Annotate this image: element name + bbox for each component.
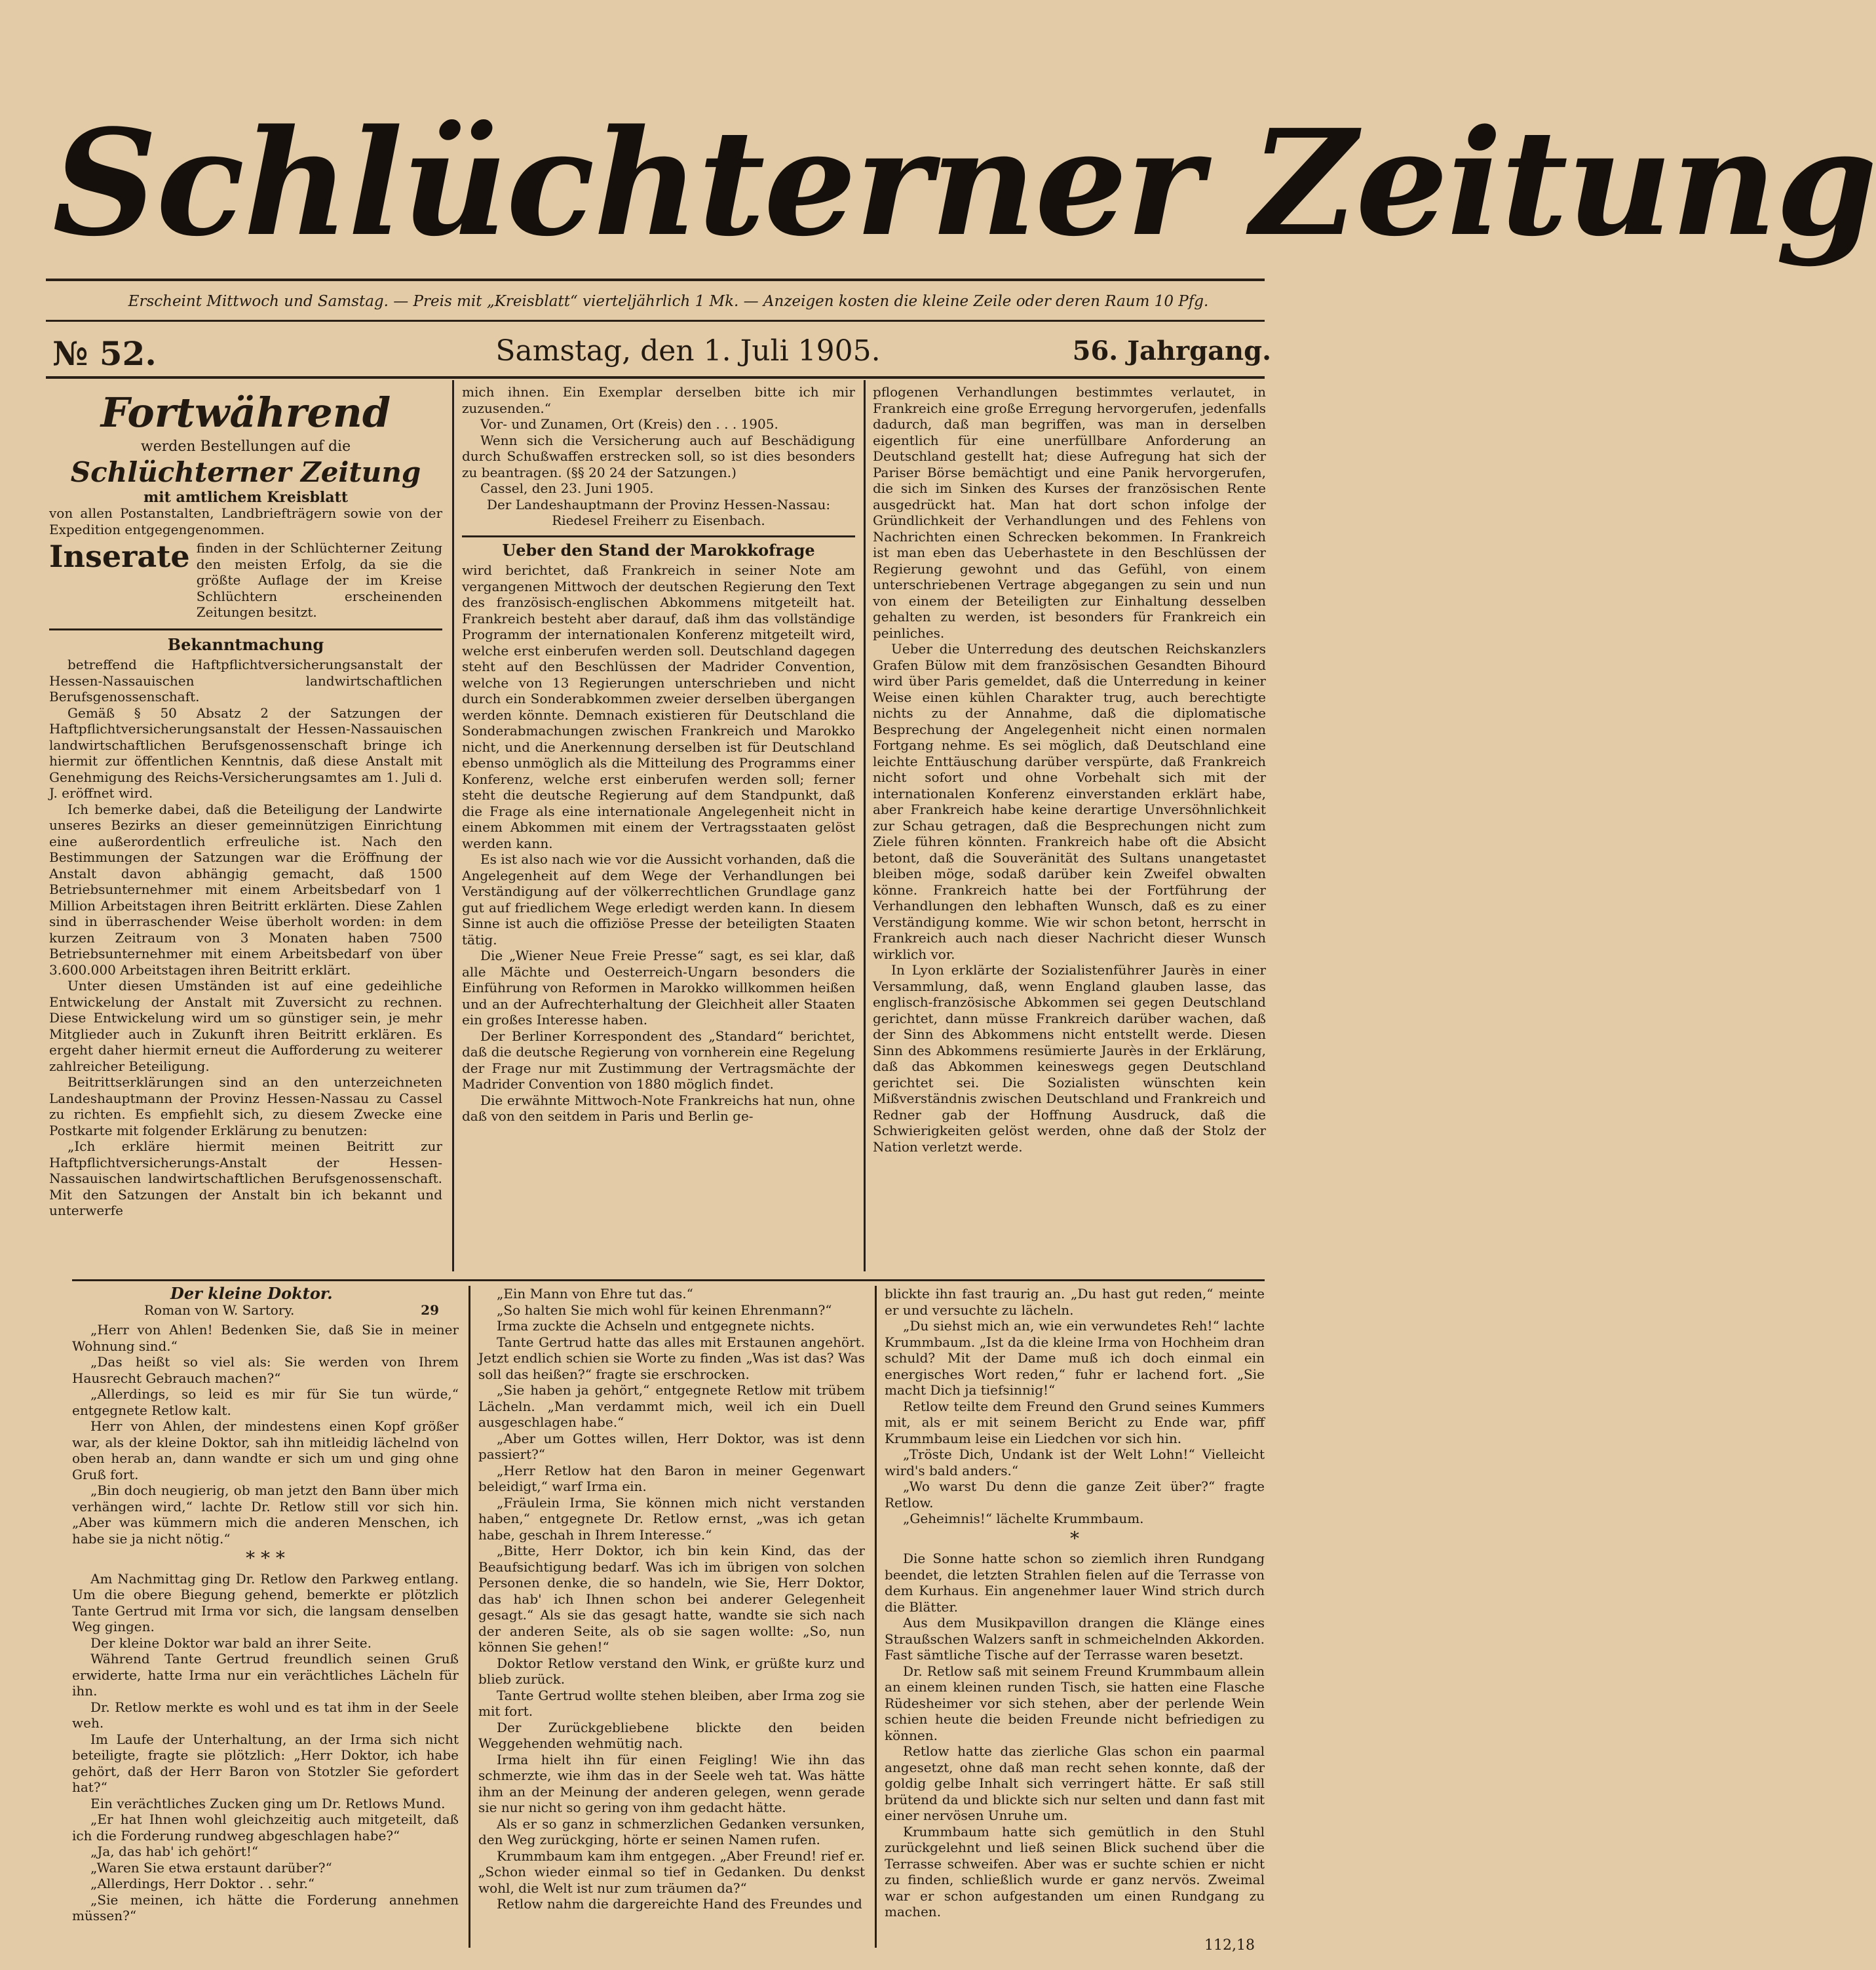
col2-divider xyxy=(462,535,855,537)
fc3-p0: blickte ihn fast traurig an. „Du hast gut reden,“ meinte er und versuchte zu lächeln. xyxy=(885,1286,1265,1318)
fc2-p6: „Herr Retlow hat den Baron in meiner Gegenwart beleidigt,“ warf Irma ein. xyxy=(478,1462,865,1494)
ad-paper-name: Schlüchterner Zeitung xyxy=(70,455,421,488)
fc1-p4: „Bin doch neugierig, ob man jetzt den Bann über mich verhängen wird,“ lachte Dr. Retlow still vor sich hin. „Aber was kümmern mich die anderen Menschen, ich habe sie ja nicht nötig.“ xyxy=(72,1482,459,1547)
marokko-heading: Ueber den Stand der Marokkofrage xyxy=(502,540,815,560)
fc1-p2: „Allerdings, so leid es mir für Sie tun würde,“ entgegnete Retlow kalt. xyxy=(72,1386,459,1418)
col-rule-2 xyxy=(864,380,866,1271)
inserate-word: Inserate xyxy=(49,539,190,574)
fc1-p10: Ein verächtliches Zucken ging um Dr. Retlows Mund. xyxy=(90,1795,446,1811)
fc1-p7: Während Tante Gertrud freundlich seinen Gruß erwiderte, hatte Irma nur ein verächtliches Lächeln für ihn. xyxy=(72,1651,459,1699)
col1-divider xyxy=(49,628,442,630)
fc2-p8: „Bitte, Herr Doktor, ich bin kein Kind, das der Beaufsichtigung bedarf. Was ich im übrigen von solchen Personen denke, die so handeln, wie Sie, Herr Doktor, das hab' ich Ihnen schon bei anderer Gelegenheit gesagt.“ Als sie das gesagt hatte, wandte sie sich nach der anderen Seite, als ob sie sagen wollte: „So, nun können Sie gehen!“ xyxy=(478,1543,865,1655)
fc1-p8: Dr. Retlow merkte es wohl und es tat ihm in der Seele weh. xyxy=(72,1699,459,1731)
fc3-p2: Retlow teilte dem Freund den Grund seines Kummers mit, als er mit seinem Bericht zu Ende war, pfiff Krummbaum leise ein Liedchen vor sich hin. xyxy=(885,1398,1265,1446)
feuilleton-title: Der kleine Doktor. xyxy=(170,1284,333,1303)
feuilleton-column-1 xyxy=(72,1286,459,1954)
fc1-p0: „Herr von Ahlen! Bedenken Sie, daß Sie in meiner Wohnung sind.“ xyxy=(72,1322,459,1354)
feuilleton-rule-2 xyxy=(875,1286,877,1948)
fc2-p1: „So halten Sie mich wohl für keinen Ehrenmann?“ xyxy=(497,1302,832,1318)
signature-line1: Der Landeshauptmann der Provinz Hessen-Nassau: xyxy=(486,496,831,512)
col2-p5: wird berichtet, daß Frankreich in seiner Note am vergangenen Mittwoch der deutschen Regierung den Text des französisch-englischen Abkommens mitgeteilt hat. Frankreich besteht aber darauf, daß ihm das vollständige Programm der internationalen Konferenz mitgeteilt wird, welche erst einberufen werden soll. Deutschland dagegen steht auf den Beschlüssen der Madrider Convention, welche von 13 Regierungen unterschrieben und nicht durch ein Sonderabkommen zweier derselben übergangen werden könnte. Demnach existieren für Deutschland die Sonderabmachungen zwischen Frankreich und Marokko nicht, und die Anerkennung derselben ist für Deutschland ebenso unmöglich als die Mitteilung des Programms einer Konferenz, welche erst einberufen werden soll; ferner steht die deutsche Regierung auf dem Standpunkt, daß die Frage als eine internationale Angelegenheit nicht in einem Abkommen mit einem der Vertragsstaaten gelöst werden kann. xyxy=(462,562,855,851)
ad-line2: mit amtlichem Kreisblatt xyxy=(144,488,348,506)
notice-p3: Ich bemerke dabei, daß die Beteiligung der Landwirte unseres Bezirks an dieser gemeinnützigen Einrichtung eine außerordentlich erfreuliche ist. Nach den Bestimmungen der Satzungen war die Eröffnung der Anstalt davon abhängig gemacht, daß 1500 Betriebsunternehmer mit einem Arbeitsbedarf von 1 Million Arbeitstagen ihren Beitritt erklärten. Diese Zahlen sind in überraschender Weise überholt worden: in dem kurzen Zeitraum von 3 Monaten haben 7500 Betriebsunternehmer mit einem Arbeitsbedarf von über 3.600.000 Arbeitstagen ihren Beitritt erklärt. xyxy=(49,801,442,978)
col2-p8: Der Berliner Korrespondent des „Standard“ berichtet, daß die deutsche Regierung von vornherein eine Regelung der Frage nur mit Zustimmung der Vertragsmächte der Madrider Convention von 1880 möglich findet. xyxy=(462,1028,855,1092)
col2-p2: Vor- und Zunamen, Ort (Kreis) den . . . 1905. xyxy=(480,416,778,432)
fc2-p10: Tante Gertrud wollte stehen bleiben, aber Irma zog sie mit fort. xyxy=(478,1687,865,1719)
fc1-p9: Im Laufe der Unterhaltung, an der Irma sich nicht beteiligte, fragte sie plötzlich: „Herr Doktor, ich habe gehört, daß der Herr Baron von Stotzler Sie gefordert hat?“ xyxy=(72,1731,459,1795)
info-line: Erscheint Mittwoch und Samstag. — Preis mit „Kreisblatt“ vierteljährlich 1 Mk. — Anzeigen kosten die kleine Zeile oder deren Raum 10 Pfg. xyxy=(128,293,1209,310)
col3-p2: Ueber die Unterredung des deutschen Reichskanzlers Grafen Bülow mit dem französischen Gesandten Bihourd wird über Paris gemeldet, daß die Unterredung in keiner Weise einen kühlen Charakter trug, auch berechtigte nichts zu der Annahme, daß die diplomatische Besprechung der Angelegenheit nicht einen normalen Fortgang nehme. Es sei möglich, daß Deutschland eine leichte Enttäuschung darüber verspürte, daß Frankreich nicht sofort und ohne Vorbehalt sich mit der internationalen Konferenz einverstanden erklärt habe, aber Frankreich habe keine derartige Unversöhnlichkeit zur Schau getragen, daß die Besprechungen nicht zum Ziele führen könnten. Frankreich habe oft die Absicht betont, daß die Souveränität des Sultans unangetastet bleiben möge, sodaß darüber kein Zweifel obwalten könne. Frankreich hatte bei der Fortführung der Verhandlungen den lebhaften Wunsch, daß es zu einer Verständigung komme. Wie wir schon betont, herrscht in Frankreich auch nach dieser Nachricht dieser Wunsch wirklich vor. xyxy=(873,641,1266,962)
fc1-p13: „Waren Sie etwa erstaunt darüber?“ xyxy=(90,1859,332,1876)
fc1-p12: „Ja, das hab' ich gehört!“ xyxy=(90,1844,259,1859)
fc1-p3: Herr von Ahlen, der mindestens einen Kopf größer war, als der kleine Doktor, sah ihn mitleidig lächelnd von oben herab an, dann wandte er sich um und ging ohne Gruß fort. xyxy=(72,1418,459,1482)
notice-heading: Bekanntmachung xyxy=(167,634,324,654)
col3-p1: pflogenen Verhandlungen bestimmtes verlautet, in Frankreich eine große Erregung hervorgerufen, jedenfalls dadurch, daß man begriffen, was man in derselben eigentlich für eine unerfüllbare Anforderung an Deutschland gestellt hat; diese Aufregung hat sich der Pariser Börse bemächtigt und eine Panik hervorgerufen, die sich im Sinken des Kurses der französischen Rente ausgedrückt hat. Man hat dort schon infolge der Gründlichkeit der Verhandlungen und des Fehlens von Nachrichten einen Schrecken bekommen. In Frankreich ist man eben das Ueberhastete in den Beschlüssen der Regierung gewohnt und das Gefühl, von einem unterschriebenen Vertrage abgegangen zu sein und nun von einem der Beteiligten zur Einhaltung desselben gehalten zu werden, ist besonders für Frankreich ein peinliches. xyxy=(873,384,1266,641)
fc1-p15: „Sie meinen, ich hätte die Forderung annehmen müssen?“ xyxy=(72,1891,459,1923)
feuilleton-end-mark: 112,18 xyxy=(1204,1937,1255,1954)
fc1-p14: „Allerdings, Herr Doktor . . sehr.“ xyxy=(90,1876,315,1891)
col2-p7: Die „Wiener Neue Freie Presse“ sagt, es sei klar, daß alle Mächte und Oesterreich-Ungarn besonders die Einführung von Reformen in Marokko willkommen heißen und an der Aufrechterhaltung der Gleichheit aller Staaten ein großes Interesse haben. xyxy=(462,948,855,1028)
fc2-p4: „Sie haben ja gehört,“ entgegnete Retlow mit trübem Lächeln. „Man verdammt mich, weil ich ein Duell ausgeschlagen habe.“ xyxy=(478,1382,865,1430)
masthead-rule-top xyxy=(46,279,1265,281)
fc3-p7: Aus dem Musikpavillon drangen die Klänge eines Straußschen Walzers sanft in schmeichelnden Akkorden. Fast sämtliche Tische auf der Terrasse waren besetzt. xyxy=(885,1615,1265,1663)
col2-p4: Cassel, den 23. Juni 1905. xyxy=(480,480,654,496)
asterism-2: * xyxy=(1070,1527,1079,1549)
issue-number: № 52. xyxy=(52,334,157,373)
notice-p4: Unter diesen Umständen ist auf eine gedeihliche Entwickelung der Anstalt mit Zuversicht zu rechnen. Diese Entwickelung wird um so günstiger sein, je mehr Mitglieder auch in Zukunft ihren Beitritt erklären. Es ergeht daher hiermit erneut die Aufforderung zu weiterer zahlreicher Beteiligung. xyxy=(49,978,442,1074)
ad-line1: werden Bestellungen auf die xyxy=(140,438,351,455)
col2-p6: Es ist also nach wie vor die Aussicht vorhanden, daß die Angelegenheit auf dem Wege der Verhandlungen bei Verständigung auf der völkerrechtlichen Grundlage ganz gut auf friedlichem Wege erledigt werden kann. In diesem Sinne ist auch die offiziöse Presse der beteiligten Staaten tätig. xyxy=(462,851,855,948)
ad-title: Fortwährend xyxy=(100,389,391,436)
fc3-p10: Krummbaum hatte sich gemütlich in den Stuhl zurückgelehnt und ließ seinen Blick suchend über die Terrasse schweifen. Aber was er suchte schien er nicht zu finden, schließlich wurde er ganz nervös. Zweimal war er schon aufgestanden um einen Rundgang zu machen. xyxy=(885,1823,1265,1920)
fc3-p8: Dr. Retlow saß mit seinem Freund Krummbaum allein an einem kleinen runden Tisch, sie hatten eine Flasche Rüdesheimer vor sich stehen, aber der perlende Wein schien heute die beiden Freunde nicht befriedigen zu können. xyxy=(885,1663,1265,1743)
fc2-p7: „Fräulein Irma, Sie können mich nicht verstanden haben,“ entgegnete Dr. Retlow ernst, „was ich getan habe, geschah in Ihrem Interesse.“ xyxy=(478,1494,865,1543)
fc3-p1: „Du siehst mich an, wie ein verwundetes Reh!“ lachte Krummbaum. „Ist da die kleine Irma von Hochheim dran schuld? Mit der Dame muß ich doch einmal ein energisches Wort reden,“ fuhr er lachend fort. „Sie macht Dich ja tiefsinnig!“ xyxy=(885,1318,1265,1398)
fc2-p12: Irma hielt ihn für einen Feigling! Wie ihn das schmerzte, wie ihm das in der Seele weh tat. Was hätte ihm an der Meinung der anderen gelegen, wenn gerade sie nur nicht so gering von ihm gedacht hätte. xyxy=(478,1751,865,1815)
masthead-title: Schlüchterner Zeitung xyxy=(52,98,1876,269)
fc1-p11: „Er hat Ihnen wohl gleichzeitig auch mitgeteilt, daß ich die Forderung rundweg abgeschlagen habe?“ xyxy=(72,1811,459,1844)
signature-line2: Riedesel Freiherr zu Eisenbach. xyxy=(552,512,765,528)
fc2-p5: „Aber um Gottes willen, Herr Doktor, was ist denn passiert?“ xyxy=(478,1430,865,1462)
fc3-p6: Die Sonne hatte schon so ziemlich ihren Rundgang beendet, die letzten Strahlen fielen auf die Terrasse von dem Kurhaus. Ein angenehmer lauer Wind strich durch die Blätter. xyxy=(885,1551,1265,1615)
fc2-p14: Krummbaum kam ihm entgegen. „Aber Freund! rief er. „Schon wieder einmal so tief in Gedanken. Du denkst wohl, die Welt ist nur zum träumen da?“ xyxy=(478,1847,865,1896)
fc2-p9: Doktor Retlow verstand den Wink, er grüßte kurz und blieb zurück. xyxy=(478,1655,865,1687)
column-2 xyxy=(462,384,855,1271)
fc2-p0: „Ein Mann von Ehre tut das.“ xyxy=(497,1286,693,1302)
col-rule-1 xyxy=(452,380,454,1271)
volume: 56. Jahrgang. xyxy=(1072,336,1271,366)
info-rule xyxy=(46,320,1265,322)
fc3-p4: „Wo warst Du denn die ganze Zeit über?“ fragte Retlow. xyxy=(885,1478,1265,1511)
col3-p3: In Lyon erklärte der Sozialistenführer Jaurès in einer Versammlung, daß, wenn England glauben lasse, das englisch-französische Abkommen sei gegen Deutschland gerichtet, dann müsse Frankreich darüber wachen, daß der Sinn des Abkommens nicht entstellt werde. Diesen Sinn des Abkommens resümierte Jaurès in der Erklärung, daß das Abkommen keineswegs gegen Deutschland gerichtet sei. Die Sozialisten wünschten kein Mißverständnis zwischen Deutschland und Frankreich und Redner gab der Hoffnung Ausdruck, daß die Schwierigkeiten gelöst werden, ohne daß der Stolz der Nation verletzt werde. xyxy=(873,962,1266,1155)
feuilleton-rule-1 xyxy=(469,1286,470,1948)
notice-p6: „Ich erkläre hiermit meinen Beitritt zur Haftpflichtversicherungs-Anstalt der Hessen-Nassauischen landwirtschaftlichen Berufsgenossenschaft. Mit den Satzungen der Anstalt bin ich bekannt und unterwerfe xyxy=(49,1138,442,1218)
col2-p1: mich ihnen. Ein Exemplar derselben bitte ich mir zuzusenden.“ xyxy=(462,384,855,416)
fc3-p5: „Geheimnis!“ lächelte Krummbaum. xyxy=(903,1511,1144,1526)
fc1-p1: „Das heißt so viel als: Sie werden von Ihrem Hausrecht Gebrauch machen?“ xyxy=(72,1354,459,1386)
issue-rule xyxy=(46,376,1265,379)
feuilleton-number: 29 xyxy=(421,1302,439,1318)
fc2-p15: Retlow nahm die dargereichte Hand des Freundes und xyxy=(497,1896,862,1912)
col2-p3: Wenn sich die Versicherung auch auf Beschädigung durch Schußwaffen erstrecken soll, so ist dies besonders zu beantragen. (§§ 20 24 der Satzungen.) xyxy=(462,432,855,480)
column-3 xyxy=(873,384,1266,1271)
asterism: * * * xyxy=(246,1547,285,1569)
issue-date: Samstag, den 1. Juli 1905. xyxy=(495,334,881,368)
notice-p5: Beitrittserklärungen sind an den unterzeichneten Landeshauptmann der Provinz Hessen-Nassau zu Cassel zu richten. Es empfiehlt sich, zu diesem Zwecke eine Postkarte mit folgender Erklärung zu benutzen: xyxy=(49,1074,442,1138)
ad-line3: von allen Postanstalten, Landbriefträgern sowie von der Expedition entgegengenommen. xyxy=(49,505,442,537)
feuilleton-rule xyxy=(72,1279,1265,1281)
fc2-p11: Der Zurückgebliebene blickte den beiden Weggehenden wehmütig nach. xyxy=(478,1719,865,1751)
feuilleton-column-2 xyxy=(478,1286,865,1954)
fc3-p9: Retlow hatte das zierliche Glas schon ein paarmal angesetzt, ohne daß man recht sehen konnte, daß der goldig gelbe Inhalt sich verringert hätte. Er saß still brütend da und blickte sich nur selten und dann fast mit einer nervösen Unruhe um. xyxy=(885,1743,1265,1823)
column-1 xyxy=(49,387,442,1271)
fc1-p5: Am Nachmittag ging Dr. Retlow den Parkweg entlang. Um die obere Biegung gehend, bemerkte er plötzlich Tante Gertrud mit Irma vor sich, die langsam denselben Weg gingen. xyxy=(72,1570,459,1634)
col2-p9: Die erwähnte Mittwoch-Note Frankreichs hat nun, ohne daß von den seitdem in Paris und Berlin ge- xyxy=(462,1092,855,1124)
notice-p1: betreffend die Haftpflichtversicherungsanstalt der Hessen-Nassauischen landwirtschaftlichen Berufsgenossenschaft. xyxy=(49,657,442,705)
fc2-p13: Als er so ganz in schmerzlichen Gedanken versunken, den Weg zurückging, hörte er seinen Namen rufen. xyxy=(478,1815,865,1847)
fc2-p3: Tante Gertrud hatte das alles mit Erstaunen angehört. Jetzt endlich schien sie Worte zu finden „Was ist das? Was soll das heißen?“ fragte sie erschrocken. xyxy=(478,1334,865,1382)
fc3-p3: „Tröste Dich, Undank ist der Welt Lohn!“ Vielleicht wird's bald anders.“ xyxy=(885,1446,1265,1478)
inserate-text: finden in der Schlüchterner Zeitung den meisten Erfolg, da sie die größte Auflage der im Kreise Schlüchtern erscheinenden Zeitungen besitzt. xyxy=(196,540,442,620)
fc1-p6: Der kleine Doktor war bald an ihrer Seite. xyxy=(90,1634,372,1651)
notice-p2: Gemäß § 50 Absatz 2 der Satzungen der Haftpflichtversicherungsanstalt der Hessen-Nassauischen landwirtschaftlichen Berufsgenossenschaft bringe ich hiermit zur öffentlichen Kenntnis, daß diese Anstalt mit Genehmigung des Reichs-Versicherungsamtes am 1. Juli d. J. eröffnet wird. xyxy=(49,705,442,801)
fc2-p2: Irma zuckte die Achseln und entgegnete nichts. xyxy=(497,1318,815,1334)
feuilleton-subtitle: Roman von W. Sartory. xyxy=(144,1302,295,1318)
feuilleton-column-3 xyxy=(885,1286,1265,1941)
